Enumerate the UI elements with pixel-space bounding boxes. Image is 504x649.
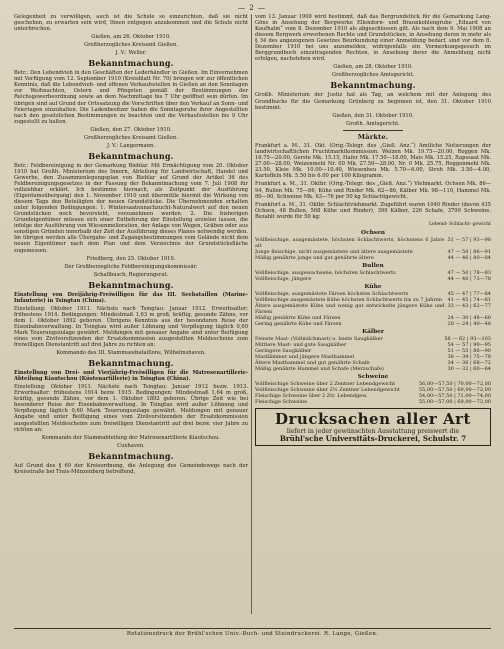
price-label: Mäßig genährte Kühe und Färsen	[255, 314, 341, 321]
price-label: Feinste Mast- (Vollmilchmast) u. beste Saugkälber	[255, 336, 383, 342]
price-label: Vollfleischige Schweine über 2 Zentner Lebendgewicht	[255, 381, 396, 388]
ad-title: Drucksachen aller Art	[275, 410, 471, 429]
ad-company: Brühl'sche Universitäts-Druckerei, Schulstr. 7	[279, 434, 467, 444]
price-label: Mastlämmer und jüngere Masthammel	[255, 354, 354, 360]
notice-text: Auf Grund des § 69 der Kreisordnung, die Anlegung des Gemeindewegs nach der Kreisstraße bei Trais-Münzenberg betreffend,	[14, 462, 248, 475]
ad-line: liefert in jeder gewünschten Ausstattung preiswert die	[286, 428, 460, 436]
price-label: Gering genährte Kühe und Färsen	[255, 320, 342, 327]
notice-text: Einstellung: Oktober 1911. Nächste nach Tsingtau: Januar 1912. Erwerbsalter: frühestens 1914. Bedingungen: Mindestmaß 1,63 m groß, kräftig, gesunde Zähne, vor dem 1. Oktober 1892 geboren. Übrigens Kenntnis aus der besonderen Reise der Eisenbahnverwaltung. In Tsingtau wird außer Löhnung und Verpflegung täglich 0,60 Mark Teuerungszulage gewährt. Meldungen mit genauer Angabe sind unter Beifügung eines vom Zivilvorsitzenden der Ersatzkommission ausgestellten Meldescheins zum freiwilligen Dienstantritt auf drei Jahre zu richten an:	[14, 305, 248, 349]
price-label: Mittlere Mast- und gute Saugkälber	[255, 342, 347, 348]
price-group-heading: Ochsen	[361, 229, 385, 236]
price-row	[255, 249, 491, 255]
notice-heading: Bekanntmachung.	[330, 80, 416, 91]
price-label: Mäßig genährte Hammel und Schafe (Merzschafe)	[255, 366, 384, 372]
price-row	[255, 303, 491, 315]
price-table-kuehe	[255, 291, 491, 327]
notice-text: Großh. Ministerium der Justiz hat als Tag, an welchem mit der Anlegung des Grundbuchs für die Gemarkung Grünberg zu beginnen ist, den 31. Oktober 1910 bestimmt.	[255, 92, 491, 111]
price-label: Vollfleischige Schweine über 2½ Zentner Lebendgewicht	[255, 387, 400, 394]
price-value: 47 — 50 | 86—91	[447, 248, 491, 255]
price-label: Vollfleischige, ausgemästete Färsen höchsten Schlachtwerts	[255, 290, 409, 297]
market-report: Frankfurt a. M., 31. Oktbr. (Orig.-Telegr. des „Gieß. Anz.“) Viehmarkt. Ochsen Mk. 86—94, Bullen Mk. 75—86, Kühe und Rinder Mk. 62—86, Kälber Mk. 98—110, Hammel Mk. 80—90, Schweine Mk. 63—76 per 50 kg Schlachtgewicht.	[255, 181, 491, 200]
price-value: 54,00—57,50 | 71,00—74,00	[418, 393, 491, 400]
price-group-heading: Kälber	[362, 328, 384, 335]
notice-date: Gießen, am 28. Oktober 1910.	[333, 64, 413, 71]
column-divider	[251, 14, 252, 614]
price-group-heading: Schweine	[357, 374, 389, 380]
price-label: Fleischige Schweine	[255, 399, 308, 406]
price-value: 56 — 62 | 93—103	[444, 336, 491, 342]
notice-signature: J. V.: Langermann.	[107, 142, 155, 149]
price-label: Vollfleischige, ausgewachsene, höchsten Schlachtwerts	[255, 269, 396, 276]
price-row	[255, 321, 491, 327]
price-value: 54 — 57 | 90—95	[447, 342, 491, 348]
notice-heading: Bekanntmachung.	[88, 279, 174, 290]
price-value: 30 — 32 | 60—64	[447, 366, 491, 372]
price-label: Junge fleischige, nicht ausgemästete und ältere ausgemästete	[255, 248, 413, 255]
notice-date: Gießen, am 26. Oktober 1910.	[91, 34, 171, 41]
notice-text: Betr.: Feldbereinigung in der Gemarkung Bieblar. Mit Ermächtigung vom 20. Oktober 1910 hat Großh. Ministerium des Innern, Abteilung für Landwirtschaft, Handel und Gewerbe, den Zusammenlegungsplan von Bieblar auf Grund der Artikel 36 des Feldbereinigungsgesetzes in der Fassung der Bekanntmachung vom 7. Juli 1908 für vollziehbar erklärt. Ich bestimme hiernach, als Zeitpunkt der Ausführung (Eigentumsübergang) den 1. November 1910 und übermittle hiermit die Wirkung von diesem Tage den Beteiligten der neuen Grundstücke. Die Übernehmenden erhalten unter folgenden Bedingungen: 1. Wintersaatennachzucht-Naturalwert auf den neuen Grundstücken noch bevorsteht, vorzunehmen werden. 2. Die bisherigen Grundeigentümer müssen sich einer Entbehrung der Einstellung erzielen lassen, die infolge der Ausführung von Wiesenmelioration, der Anlage von Wegen, Gräben oder aus sonstigen Gründen innerhalb der Zeit der Ausführung dieses Planes notwendig werden. Im übrigen werden alle Übergabe- und Zugangsbestimmungen vom Gelände nicht dem neuen Eigentümer nach dem Plan und dem Verzeichnis der Grundstücksfläche zugemessen.	[14, 162, 248, 254]
price-table-kaelber	[255, 336, 491, 354]
price-group-heading: Bullen	[362, 262, 384, 269]
price-row	[255, 399, 491, 405]
page-number: — 2 —	[238, 4, 266, 12]
price-label: Mäßig genährte junge und gut genährte ältere	[255, 254, 374, 261]
price-value: 24 — 30 | 48—60	[447, 314, 491, 321]
price-value: 33 — 43 | 62—77	[447, 302, 491, 309]
notice-date: Gießen, den 31. Oktober 1910.	[332, 112, 414, 119]
notice-subtitle: Einstellung von Drei- und Vierjährig-Freiwilligen für die Matrosenartillerie-Abteilung Kiautschou (Küstenartillerie) in Tsingtau (China).	[14, 370, 248, 383]
notice-heading: Bekanntmachung.	[88, 358, 174, 369]
price-table-schafe	[255, 354, 491, 372]
price-value: 44 — 46 | 80—84	[447, 254, 491, 261]
notice-text: vom 13. Januar 1900 wird bestimmt, daß das Bergrundstück für die Gemarkung Lang-Göns in Ansehung der Bergwerke Ellendorn- und Braunkohlengrube „Eduard von Kaufhalm“ vom 8. Dezember 1910 als abgeschlossen gilt. Als nach dem 9. Mai 1908 an diesem Bergwerk erworbenen Rechte und Grundstücken, in Ansehung deren in mehr als § 34 des angezogenen Gesetzes Beurkundung einer Anmeldung bedarf, sind vor dem 8. Dezember 1910 bei uns anzumelden, widrigenfalls ein Vormerkungsgesuch im Berggrundbuch einzutragenden Rechten, in Ansehung derer die Anmeldung nicht erfolgen, nachstehen wird.	[255, 14, 491, 63]
notice-authority: Großh. Amtsgericht.	[346, 120, 400, 127]
notice-authority: Großherzogliches Amtsgericht.	[331, 72, 415, 79]
notice-subtitle: Einstellung von Dreijährig-Freiwilligen für das III. Seebataillon (Marine-Infanterie) in Tsingtau (China).	[14, 291, 248, 304]
market-report: Frankfurt a. M., 31. Oktbr. Schlachtviehmarkt. Zugeführt waren 1040 Rinder (davon 435 Ochsen, 48 Bullen, 568 Kühe und Rinder), 399 Kälber, 226 Schafe, 3799 Schweine. Bezahlt wurde für 50 kg:	[255, 201, 491, 220]
left-column	[14, 14, 248, 625]
price-value: 56,00—57,50 | 70,00—72,00	[418, 381, 491, 388]
notice-heading: Bekanntmachung.	[88, 450, 174, 461]
price-table-bullen	[255, 270, 491, 282]
price-value: 20 — 24 | 40—48	[447, 320, 491, 327]
price-table-schweine	[255, 381, 491, 405]
notice-authority: Großherzogliches Kreisamt Gießen.	[83, 134, 179, 141]
imprint-footer: Rotationsdruck der Brühl'schen Univ.-Buch- und Steindruckerei. R. Lange, Gießen.	[14, 628, 491, 637]
section-rule	[343, 130, 403, 131]
price-value: 44 — 46 | 73—78	[447, 275, 491, 282]
price-label: Geringere Saugkälber	[255, 348, 312, 354]
price-row	[255, 255, 491, 261]
notice-text: Einstellung: Oktober 1911. Nächste nach Tsingtau: Januar 1912 bezw. 1913. Erwerbsalter: frühestens 1914 bezw. 1915. Bedingungen: Mindestmaß 1,64 m groß, kräftig, gesunde Zähne, vor dem 1. Oktober 1892 geboren. Übrige Zeit wie bei besonderer Reise der Eisenbahnverwaltung. In Tsingtau wird außer Löhnung und Verpflegung täglich 0,60 Mark Teuerungszulage gewährt. Meldungen mit genauer Angabe sind unter Beifügung eines vom Zivilvorsitzenden der Ersatzkommission ausgestellten Meldescheins zum freiwilligen Dienstantritt auf drei bezw. vier Jahre zu richten an:	[14, 384, 248, 433]
notice-date: Gießen, den 27. Oktober 1910.	[90, 126, 172, 133]
price-value: 38 — 39 | 75—78	[447, 354, 491, 360]
price-group-heading: Kühe	[364, 283, 382, 290]
notice-authority: Der Großherzogliche Feldbereinigungskommissär:	[64, 263, 198, 270]
notice-text: Betr.: Den Lebendvieh in den Geschäften der Lederhändler in Gießen. Im Einvernehmen mit Verfügung vom 12. September 1910 (Kreisblatt Nr. 70) bringen wir zur öffentlichen Kenntnis, daß die Lebendvieh- und offenen Verkaufsstellen in Gießen an den Sonntagen vor Weihnachten, Ostern und Pfingsten gemäß der Bestimmungen der Reichsgewerbeordnung sowie an dem Nachmittage bis 7 Uhr geöffnet sein dürfen. Im übrigen sind auf Grund der Ortssatzung die Vorschriften über den Verkauf an Sonn- und Feiertagen einzuhalten. Die Ladenbesitzer haben die Sonntagsruhe ihrer Angestellten nach den gesetzlichen Bestimmungen zu beachten und die Verkaufsstellen bis 9 Uhr zugestellt zu halten.	[14, 70, 248, 125]
notice-authority: Großherzogliches Kreisamt Gießen.	[83, 42, 179, 49]
price-label: Vollfleischige, ausgemästete, höchsten Schlachtwerts, höchstens 6 Jahre alt	[255, 236, 445, 249]
price-value: 51 — 55 | 86—90	[447, 348, 491, 354]
price-value: 34 — 36 | 68—72	[447, 360, 491, 366]
notice-location: Cuxhaven.	[117, 442, 145, 449]
price-row	[255, 276, 491, 282]
price-row	[255, 366, 491, 372]
notice-signature: Schallbusch, Regierungsrat.	[93, 271, 169, 278]
notice-signature: Kommando der Stammabteilung der Matrosenartillerie Kiautschou.	[41, 434, 221, 441]
price-label: Vollfleischige, jüngere	[255, 275, 312, 282]
print-shop-advertisement	[255, 408, 491, 446]
notice-heading: Bekanntmachung.	[88, 150, 174, 161]
price-value: 47 — 50 | 78—83	[447, 269, 491, 276]
right-column	[255, 14, 491, 625]
market-report: Frankfurt a. M., 31. Okt. (Orig.-Telegr. des „Gieß. Anz.“) Amtliche Notierungen der landwirtschaftlichen Fruchtmarktkommission. Weizen Mk. 19.75—20.00, Roggen Mk. 16.75—20.00, Gerste Mk. 15.15, Hafer Mk. 17.50—18.00, Mais Mk. 15.25, Rapssaat Mk. 27.00—28.00, Weizenmehl Nr. 00 Mk. 27.50—28.00, Nr. 0 Mk. 25.75, Roggenmehl Mk. 23.50, Kleie Mk. 10.00—10.40, Wiesenheu Mk. 5.70—6.00, Stroh Mk. 3.50—4.00, Kartoffeln Mk. 5.50 bis 6.00 per 100 Kilogramm.	[255, 143, 491, 180]
price-label: Vollfleischige ausgemästete Kühe höchsten Schlachtwerts bis zu 7 Jahren	[255, 296, 442, 303]
price-value: 51 — 57 | 93—98	[447, 236, 491, 243]
price-value: 41 — 45 | 74—81	[447, 296, 491, 303]
notice-signature: Kommando des III. Stammseebataillons, Wilhelmshaven.	[56, 350, 206, 357]
notice-date: Friedberg, den 25. Oktober 1910.	[86, 255, 176, 262]
ad-line	[259, 435, 487, 443]
notice-heading: Bekanntmachung.	[88, 58, 174, 69]
price-value: 55,00—57,50 | 69,00—72,00	[418, 387, 491, 394]
price-column-header: Lebend- Schlacht- gewicht	[428, 221, 491, 227]
price-row	[255, 237, 491, 249]
price-value: 55,00—57,00 | 69,00—72,00	[418, 399, 491, 406]
price-label: Ältere ausgemästete Kühe und wenig gut entwickelte jüngere Kühe und Färsen	[255, 302, 445, 315]
price-table-ochsen	[255, 237, 491, 261]
price-label: Fleischige Schweine über 2 Ztr. Lebendgew.	[255, 393, 368, 400]
price-value: 45 — 47 | 77—84	[447, 290, 491, 297]
notice-text: Gelegenheit zu verwilligen, auch ist die Schule so einzurichten, daß sie nicht geschehen, zu erwarten sein wird, Ihnen entgegen anzukommen und die Schule nicht unterbrechen.	[14, 14, 248, 33]
markets-heading: Märkte.	[357, 132, 389, 141]
notice-signature: J. V.: Weller.	[115, 50, 147, 57]
price-label: Ältere Masthammel und gut genährte Schafe	[255, 360, 370, 366]
